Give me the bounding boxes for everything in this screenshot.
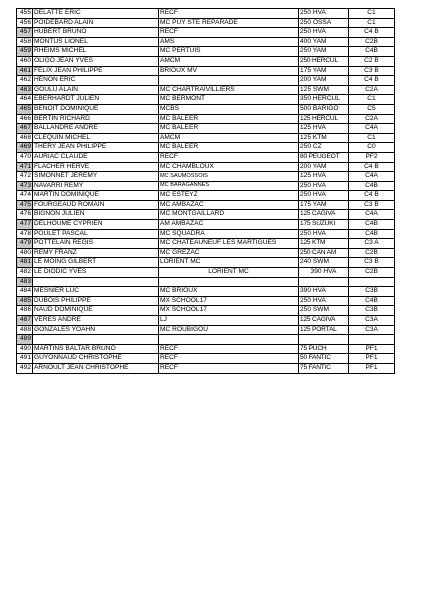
category-cell: C4A <box>349 210 395 220</box>
entry-number-cell: 464 <box>17 95 33 105</box>
entry-number-cell: 460 <box>17 56 33 66</box>
club-cell <box>159 76 299 86</box>
table-row <box>17 200 395 210</box>
entry-number-cell: 474 <box>17 191 33 201</box>
club-cell: MC ESTEYZ <box>159 191 299 201</box>
motorcycle-cell: 250 HVA <box>299 9 349 19</box>
category-cell: C3B <box>349 306 395 316</box>
rider-name-cell: BIGNON JULIEN <box>33 210 159 220</box>
table-row <box>17 18 395 28</box>
motorcycle-cell: 250 HVA <box>299 229 349 239</box>
entry-number-cell: 458 <box>17 37 33 47</box>
club-cell: RECF <box>159 152 299 162</box>
category-cell: C2B <box>349 248 395 258</box>
entry-number-cell: 476 <box>17 210 33 220</box>
table-row <box>17 9 395 19</box>
motorcycle-cell: 250 OSSA <box>299 18 349 28</box>
rider-name-cell: NAVARRI REMY <box>33 181 159 191</box>
entry-number-cell: 489 <box>17 335 33 345</box>
category-cell: C4 B <box>349 162 395 172</box>
rider-name-cell: DUBOIS PHILIPPE <box>33 296 159 306</box>
entry-number-cell: 488 <box>17 325 33 335</box>
category-cell: C1 <box>349 95 395 105</box>
entry-number-cell: 483 <box>17 277 33 287</box>
club-cell: RECF <box>159 344 299 354</box>
entry-number-cell: 481 <box>17 258 33 268</box>
motorcycle-cell: 50 FANTIC <box>299 354 349 364</box>
category-cell: PF1 <box>349 344 395 354</box>
category-cell: C4 B <box>349 76 395 86</box>
rider-name-cell: OLIGO JEAN YVES <box>33 56 159 66</box>
table-row <box>17 133 395 143</box>
motorcycle-cell: 125 SWM <box>299 85 349 95</box>
entry-number-cell: 486 <box>17 306 33 316</box>
club-cell: AMCM <box>159 56 299 66</box>
rider-name-cell: VERES ANDRE <box>33 316 159 326</box>
rider-name-cell: POIDEBARD ALAIN <box>33 18 159 28</box>
table-row <box>17 239 395 249</box>
rider-name-cell: POULET PASCAL <box>33 229 159 239</box>
entry-number-cell: 469 <box>17 143 33 153</box>
club-cell: LORIENT MC <box>159 268 299 278</box>
club-cell: LORIENT MC <box>159 258 299 268</box>
club-cell: LJ <box>159 316 299 326</box>
table-row <box>17 287 395 297</box>
motorcycle-cell: 250 HVA <box>299 28 349 38</box>
category-cell: PF2 <box>349 152 395 162</box>
category-cell: C1 <box>349 18 395 28</box>
motorcycle-cell: 250 CZ <box>299 143 349 153</box>
entry-number-cell: 492 <box>17 363 33 373</box>
table-row <box>17 277 395 287</box>
rider-name-cell: MESNIER LUC <box>33 287 159 297</box>
table-row <box>17 335 395 345</box>
table-row <box>17 143 395 153</box>
entry-number-cell: 466 <box>17 114 33 124</box>
rider-name-cell: DELHOUME CYPRIEN <box>33 220 159 230</box>
table-row <box>17 28 395 38</box>
category-cell: C3 B <box>349 200 395 210</box>
club-cell: MC BALEER <box>159 143 299 153</box>
category-cell: C4 B <box>349 28 395 38</box>
club-cell: BRIOUX MV <box>159 66 299 76</box>
rider-name-cell: MARTIN DOMINIQUE <box>33 191 159 201</box>
rider-name-cell: POTTELAIN REGIS <box>33 239 159 249</box>
entry-list-body <box>17 9 395 374</box>
rider-name-cell: HUBERT BRUNO <box>33 28 159 38</box>
category-cell: C4B <box>349 220 395 230</box>
category-cell: C3A <box>349 316 395 326</box>
motorcycle-cell: 125 HERCUL <box>299 114 349 124</box>
entry-number-cell: 484 <box>17 287 33 297</box>
motorcycle-cell: 400 YAM <box>299 37 349 47</box>
club-cell: MC CHAMBLOUX <box>159 162 299 172</box>
club-cell: MC BERMONT <box>159 95 299 105</box>
motorcycle-cell: 125 KTM <box>299 133 349 143</box>
club-cell: MC BRIOUX <box>159 287 299 297</box>
category-cell: C2B <box>349 37 395 47</box>
entry-number-cell: 456 <box>17 18 33 28</box>
motorcycle-cell: 390 HVA <box>299 287 349 297</box>
motorcycle-cell: 250 CAN AM <box>299 248 349 258</box>
entry-number-cell: 478 <box>17 229 33 239</box>
rider-name-cell: LE MOING GILBERT <box>33 258 159 268</box>
motorcycle-cell: 200 YAM <box>299 162 349 172</box>
motorcycle-cell: 125 KTM <box>299 239 349 249</box>
club-cell <box>159 335 299 345</box>
table-row <box>17 66 395 76</box>
entry-number-cell: 475 <box>17 200 33 210</box>
entry-number-cell: 471 <box>17 162 33 172</box>
club-cell: RECF <box>159 9 299 19</box>
club-cell: MC CHATEAUNEUF LES MARTIGUES <box>159 239 299 249</box>
category-cell: C4B <box>349 47 395 57</box>
motorcycle-cell: 125 CAGIVA <box>299 210 349 220</box>
category-cell: C3 B <box>349 66 395 76</box>
table-row <box>17 95 395 105</box>
category-cell: C1 <box>349 9 395 19</box>
table-row <box>17 306 395 316</box>
rider-name-cell: SIMONNET JEREMY <box>33 172 159 182</box>
rider-name-cell: RHEIMS MICHEL <box>33 47 159 57</box>
category-cell: C1 <box>349 133 395 143</box>
entry-number-cell: 463 <box>17 85 33 95</box>
category-cell: C3B <box>349 287 395 297</box>
table-row <box>17 85 395 95</box>
motorcycle-cell: 200 YAM <box>299 76 349 86</box>
table-row <box>17 124 395 134</box>
rider-name-cell: BENOIT DOMINIQUE <box>33 104 159 114</box>
entry-number-cell: 485 <box>17 296 33 306</box>
motorcycle-cell: 175 YAM <box>299 200 349 210</box>
rider-name-cell: CLEQUIN MICHEL <box>33 133 159 143</box>
club-cell: MCBS <box>159 104 299 114</box>
entry-number-cell: 473 <box>17 181 33 191</box>
club-cell: RECF <box>159 28 299 38</box>
motorcycle-cell: 250 HVA <box>299 296 349 306</box>
table-row <box>17 296 395 306</box>
category-cell: C2 B <box>349 56 395 66</box>
category-cell: C2A <box>349 85 395 95</box>
entry-number-cell: 462 <box>17 76 33 86</box>
club-cell: MC BALEER <box>159 124 299 134</box>
category-cell: C2B <box>349 268 395 278</box>
club-cell: MC BALEER <box>159 114 299 124</box>
category-cell: C4A <box>349 124 395 134</box>
motorcycle-cell: 390 HVA <box>299 268 349 278</box>
entry-number-cell: 491 <box>17 354 33 364</box>
club-cell: AMS <box>159 37 299 47</box>
rider-name-cell: GOULU ALAIN <box>33 85 159 95</box>
category-cell: C0 <box>349 143 395 153</box>
motorcycle-cell: 75 FANTIC <box>299 363 349 373</box>
category-cell: C4B <box>349 229 395 239</box>
rider-name-cell: AURIAC CLAUDE <box>33 152 159 162</box>
club-cell: MC CHARTRAIVILLIERS <box>159 85 299 95</box>
club-cell: MC BARAGANNES <box>159 181 299 191</box>
motorcycle-cell: 125 CAGIVA <box>299 316 349 326</box>
category-cell: PF1 <box>349 363 395 373</box>
rider-name-cell: REMY FRANZ <box>33 248 159 258</box>
table-row <box>17 344 395 354</box>
table-row <box>17 172 395 182</box>
club-cell: RECF <box>159 363 299 373</box>
club-cell: MX SCHOOL17 <box>159 296 299 306</box>
rider-name-cell: HENON ERIC <box>33 76 159 86</box>
entry-number-cell: 477 <box>17 220 33 230</box>
motorcycle-cell: 250 HVA <box>299 191 349 201</box>
table-row <box>17 104 395 114</box>
club-cell: MC GREZAC <box>159 248 299 258</box>
category-cell: C4B <box>349 296 395 306</box>
motorcycle-cell: 75 PUCH <box>299 344 349 354</box>
category-cell: C4A <box>349 172 395 182</box>
category-cell: C2A <box>349 114 395 124</box>
table-row <box>17 220 395 230</box>
club-cell: MC SQUADRA <box>159 229 299 239</box>
entry-number-cell: 490 <box>17 344 33 354</box>
table-row <box>17 191 395 201</box>
table-row <box>17 210 395 220</box>
entry-number-cell: 457 <box>17 28 33 38</box>
club-cell: MC ROUBIGOU <box>159 325 299 335</box>
rider-name-cell: LE DIODIC YVES <box>33 268 159 278</box>
motorcycle-cell: 350 HERCUL <box>299 95 349 105</box>
rider-name-cell: GONZALES YOAHN <box>33 325 159 335</box>
table-row <box>17 363 395 373</box>
entry-number-cell: 465 <box>17 104 33 114</box>
rider-name-cell: FLACHER HERVE <box>33 162 159 172</box>
rider-name-cell: BALLANDRE ANDRE <box>33 124 159 134</box>
club-cell: MC MONTGAILLARD <box>159 210 299 220</box>
motorcycle-cell: 500 BARIGO <box>299 104 349 114</box>
rider-name-cell: BERTIN RICHARD <box>33 114 159 124</box>
rider-name-cell: MONTUS LIONEL <box>33 37 159 47</box>
motorcycle-cell: 240 SWM <box>299 258 349 268</box>
table-row <box>17 248 395 258</box>
rider-name-cell: DELATTE ERIC <box>33 9 159 19</box>
motorcycle-cell <box>299 335 349 345</box>
entry-number-cell: 470 <box>17 152 33 162</box>
rider-name-cell: FELIX JEAN PHILIPPE <box>33 66 159 76</box>
table-row <box>17 268 395 278</box>
table-row <box>17 258 395 268</box>
category-cell: C3A <box>349 325 395 335</box>
rider-name-cell <box>33 277 159 287</box>
motorcycle-cell: 250 HVA <box>299 181 349 191</box>
motorcycle-cell: 125 HVA <box>299 172 349 182</box>
club-cell: MC PERTUIS <box>159 47 299 57</box>
rider-name-cell: FOURGEAUD ROMAIN <box>33 200 159 210</box>
motorcycle-cell: 125 HVA <box>299 124 349 134</box>
category-cell: C5 <box>349 104 395 114</box>
category-cell: C3 A <box>349 239 395 249</box>
table-row <box>17 354 395 364</box>
club-cell: AMCM <box>159 133 299 143</box>
entry-number-cell: 468 <box>17 133 33 143</box>
table-row <box>17 114 395 124</box>
table-row <box>17 56 395 66</box>
rider-name-cell <box>33 335 159 345</box>
category-cell <box>349 335 395 345</box>
rider-name-cell: ARNOULT JEAN CHRISTOPHE <box>33 363 159 373</box>
motorcycle-cell <box>299 277 349 287</box>
entry-number-cell: 467 <box>17 124 33 134</box>
motorcycle-cell: 250 SWM <box>299 306 349 316</box>
entry-number-cell: 455 <box>17 9 33 19</box>
entry-number-cell: 461 <box>17 66 33 76</box>
entry-number-cell: 459 <box>17 47 33 57</box>
motorcycle-cell: 125 PORTAL <box>299 325 349 335</box>
entry-number-cell: 479 <box>17 239 33 249</box>
table-row <box>17 229 395 239</box>
table-row <box>17 152 395 162</box>
category-cell: PF1 <box>349 354 395 364</box>
rider-name-cell: GUYONNAUD CHRISTOPHE <box>33 354 159 364</box>
category-cell: C4 B <box>349 191 395 201</box>
entry-number-cell: 482 <box>17 268 33 278</box>
category-cell <box>349 277 395 287</box>
club-cell: RECF <box>159 354 299 364</box>
table-row <box>17 162 395 172</box>
table-row <box>17 181 395 191</box>
rider-name-cell: THERY JEAN PHILIPPE <box>33 143 159 153</box>
category-cell: C4B <box>349 181 395 191</box>
table-row <box>17 37 395 47</box>
club-cell: MC AMBAZAC <box>159 200 299 210</box>
table-row <box>17 76 395 86</box>
entry-number-cell: 487 <box>17 316 33 326</box>
rider-name-cell: MARTINS BALTAR BRUNO <box>33 344 159 354</box>
club-cell <box>159 277 299 287</box>
rider-name-cell: EBERHARDT JULIEN <box>33 95 159 105</box>
rider-name-cell: NAUD DOMINIQUE <box>33 306 159 316</box>
table-row <box>17 316 395 326</box>
motorcycle-cell: 250 HERCUL <box>299 56 349 66</box>
club-cell: AM AMBAZAC <box>159 220 299 230</box>
motorcycle-cell: 175 SUZUKI <box>299 220 349 230</box>
table-row <box>17 325 395 335</box>
club-cell: MX SCHOOL17 <box>159 306 299 316</box>
entry-list-table <box>16 8 395 374</box>
club-cell: MC SAUMOSSOIS <box>159 172 299 182</box>
motorcycle-cell: 175 YAM <box>299 66 349 76</box>
club-cell: MC PUY STE REPARADE <box>159 18 299 28</box>
category-cell: C3 B <box>349 258 395 268</box>
table-row <box>17 47 395 57</box>
motorcycle-cell: 80 PEUGEOT <box>299 152 349 162</box>
entry-number-cell: 472 <box>17 172 33 182</box>
entry-number-cell: 480 <box>17 248 33 258</box>
motorcycle-cell: 250 YAM <box>299 47 349 57</box>
